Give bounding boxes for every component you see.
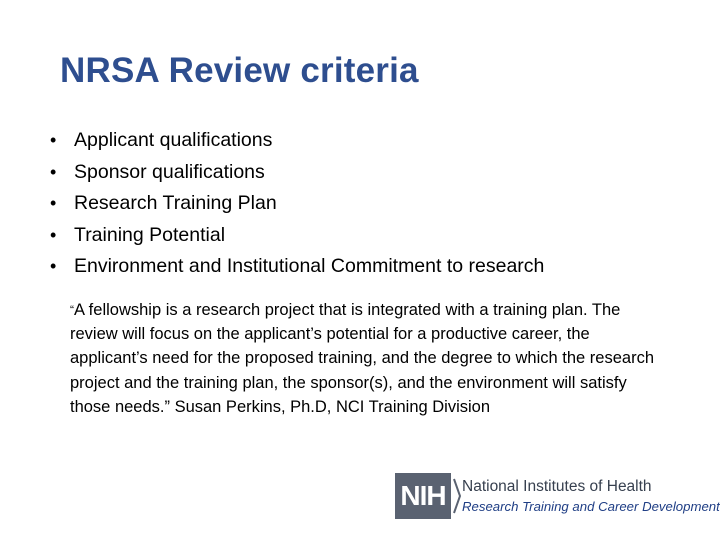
bullet-icon: •: [50, 130, 57, 150]
criteria-list: [50, 125, 544, 283]
list-item-label: Research Training Plan: [74, 192, 277, 214]
list-item-label: Training Potential: [74, 223, 226, 246]
bullet-icon: •: [50, 256, 57, 276]
list-item-label: Sponsor qualifications: [74, 160, 265, 183]
list-item: [50, 251, 544, 283]
nih-logo-abbr: NIH: [400, 480, 446, 511]
quote-text: A fellowship is a research project that is integrated with a training plan. The review will focus on the applicant’s potential for a productive career, the applicant’s need for the proposed training, and the degree to which the research project and the training plan, the sponsor(s), and the environment will satisfy those needs.” Susan Perkins, Ph.D, NCI Training Division: [70, 301, 655, 416]
list-item: [50, 220, 544, 252]
quote-open-mark: “: [70, 303, 74, 317]
list-item-label: Environment and Institutional Commitment to research: [74, 255, 545, 277]
list-item: [50, 125, 544, 157]
list-item-label: Applicant qualifications: [74, 129, 273, 151]
bullet-icon: •: [50, 193, 57, 213]
list-item: [50, 188, 544, 220]
nih-logo-name: National Institutes of Health: [462, 478, 652, 495]
list-item: [50, 157, 544, 189]
bullet-icon: •: [50, 224, 57, 245]
chevron-right-icon: [453, 477, 461, 515]
nih-logo: [395, 473, 720, 519]
bullet-icon: •: [50, 161, 57, 182]
nih-logo-subtitle: Research Training and Career Development: [462, 499, 720, 514]
quote-block: [70, 298, 655, 419]
slide-title: NRSA Review criteria: [60, 51, 419, 90]
nih-logo-box: [395, 473, 451, 519]
